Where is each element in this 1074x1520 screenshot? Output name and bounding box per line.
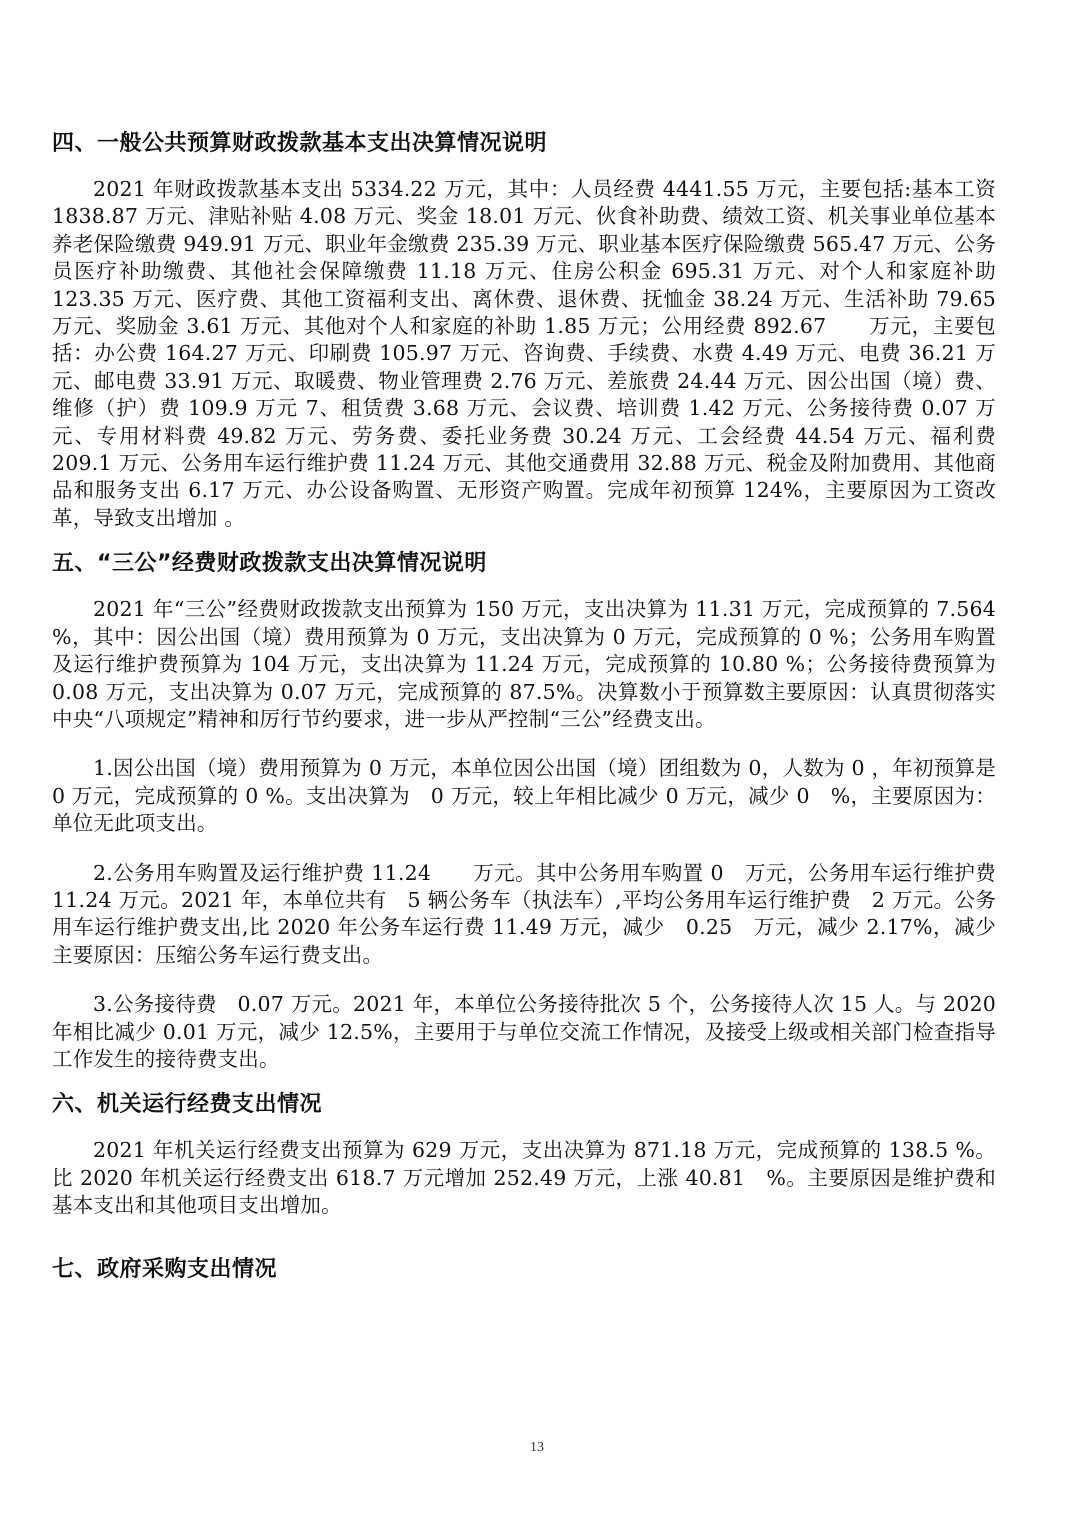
section-heading-three-public: 五、“三公”经费财政拨款支出决算情况说明 [52, 551, 487, 577]
section-heading-agency-operation: 六、机关运行经费支出情况 [52, 1092, 323, 1118]
page-number: 13 [530, 1440, 544, 1455]
section-heading-basic-expenditure: 四、一般公共预算财政拨款基本支出决算情况说明 [52, 131, 548, 156]
paragraph-agency-operation: 2021 年机关运行经费支出预算为 629 万元，支出决算为 871.18 万元，完成预算的 138.5 %。比 2020 年机关运行经费支出 618.7 万元增加 252.49 万元，上涨 40.81 %。主要原因是维护费和基本支出和其他项目支出增加。 [52, 1138, 996, 1218]
document-body [52, 124, 996, 1290]
section-heading-government-procurement: 七、政府采购支出情况 [52, 1256, 278, 1282]
paragraph-basic-expenditure: 2021 年财政拨款基本支出 5334.22 万元，其中：人员经费 4441.55 万元，主要包括:基本工资 1838.87 万元、津贴补贴 4.08 万元、奖金 18.01 万元、伙食补助费、绩效工资、机关事业单位基本养老保险缴费 949.91 万元、职业年金缴费 235.39 万元、职业基本医疗保险缴费 565.47 万元、公务员医疗补助缴费、其他社会保障缴费 11.18 万元、住房公积金 695.31 万元、对个人和家庭补助 123.35 万元、医疗费、其他工资福利支出、离休费、退休费、抚恤金 38.24 万元、生活补助 79.65 万元、奖励金 3.61 万元、其他对个人和家庭的补助 1.85 万元；公用经费 892.67 万元，主要包括：办公费 164.27 万元、印刷费 105.97 万元、咨询费、手续费、水费 4.49 万元、电费 36.21 万元、邮电费 33.91 万元、取暖费、物业管理费 2.76 万元、差旅费 24.44 万元、因公出国（境）费、维修（护）费 109.9 万元 7、租赁费 3.68 万元、会议费、培训费 1.42 万元、公务接待费 0.07 万元、专用材料费 49.82 万元、劳务费、委托业务费 30.24 万元、工会经费 44.54 万元、福利费 209.1 万元、公务用车运行维护费 11.24 万元、其他交通费用 32.88 万元、税金及附加费用、其他商品和服务支出 6.17 万元、办公设备购置、无形资产购置。完成年初预算 124%，主要原因为工资改革，导致支出增加 。 [52, 177, 996, 530]
paragraph-three-public-summary: 2021 年“三公”经费财政拨款支出预算为 150 万元，支出决算为 11.31 万元，完成预算的 7.564 %，其中：因公出国（境）费用预算为 0 万元，支出决算为 0 万元，完成预算的 0 %；公务用车购置及运行维护费预算为 104 万元，支出决算为 11.24 万元，完成预算的 10.80 %；公务接待费预算为 0.08 万元，支出决算为 0.07 万元，完成预算的 87.5%。决算数小于预算数主要原因：认真贯彻落实中央“八项规定”精神和厉行节约要求，进一步从严控制“三公”经费支出。 [52, 597, 996, 731]
paragraph-overseas-travel: 1.因公出国（境）费用预算为 0 万元，本单位因公出国（境）团组数为 0，人数为 0 ，年初预算是 0 万元，完成预算的 0 %。支出决算为 0 万元，较上年相比减少 0 万元，减少 0 %，主要原因为：单位无此项支出。 [52, 756, 996, 836]
paragraph-official-reception: 3.公务接待费 0.07 万元。2021 年，本单位公务接待批次 5 个，公务接待人次 15 人。与 2020 年相比减少 0.01 万元，减少 12.5%，主要用于与单位交流工作情况，及接受上级或相关部门检查指导工作发生的接待费支出。 [52, 992, 996, 1071]
paragraph-official-vehicles: 2.公务用车购置及运行维护费 11.24 万元。其中公务用车购置 0 万元，公务用车运行维护费 11.24 万元。2021 年，本单位共有 5 辆公务车（执法车）,平均公务用车运行维护费 2 万元。公务用车运行维护费支出,比 2020 年公务车运行费 11.49 万元，减少 0.25 万元，减少 2.17%，减少主要原因：压缩公务车运行费支出。 [52, 860, 996, 967]
